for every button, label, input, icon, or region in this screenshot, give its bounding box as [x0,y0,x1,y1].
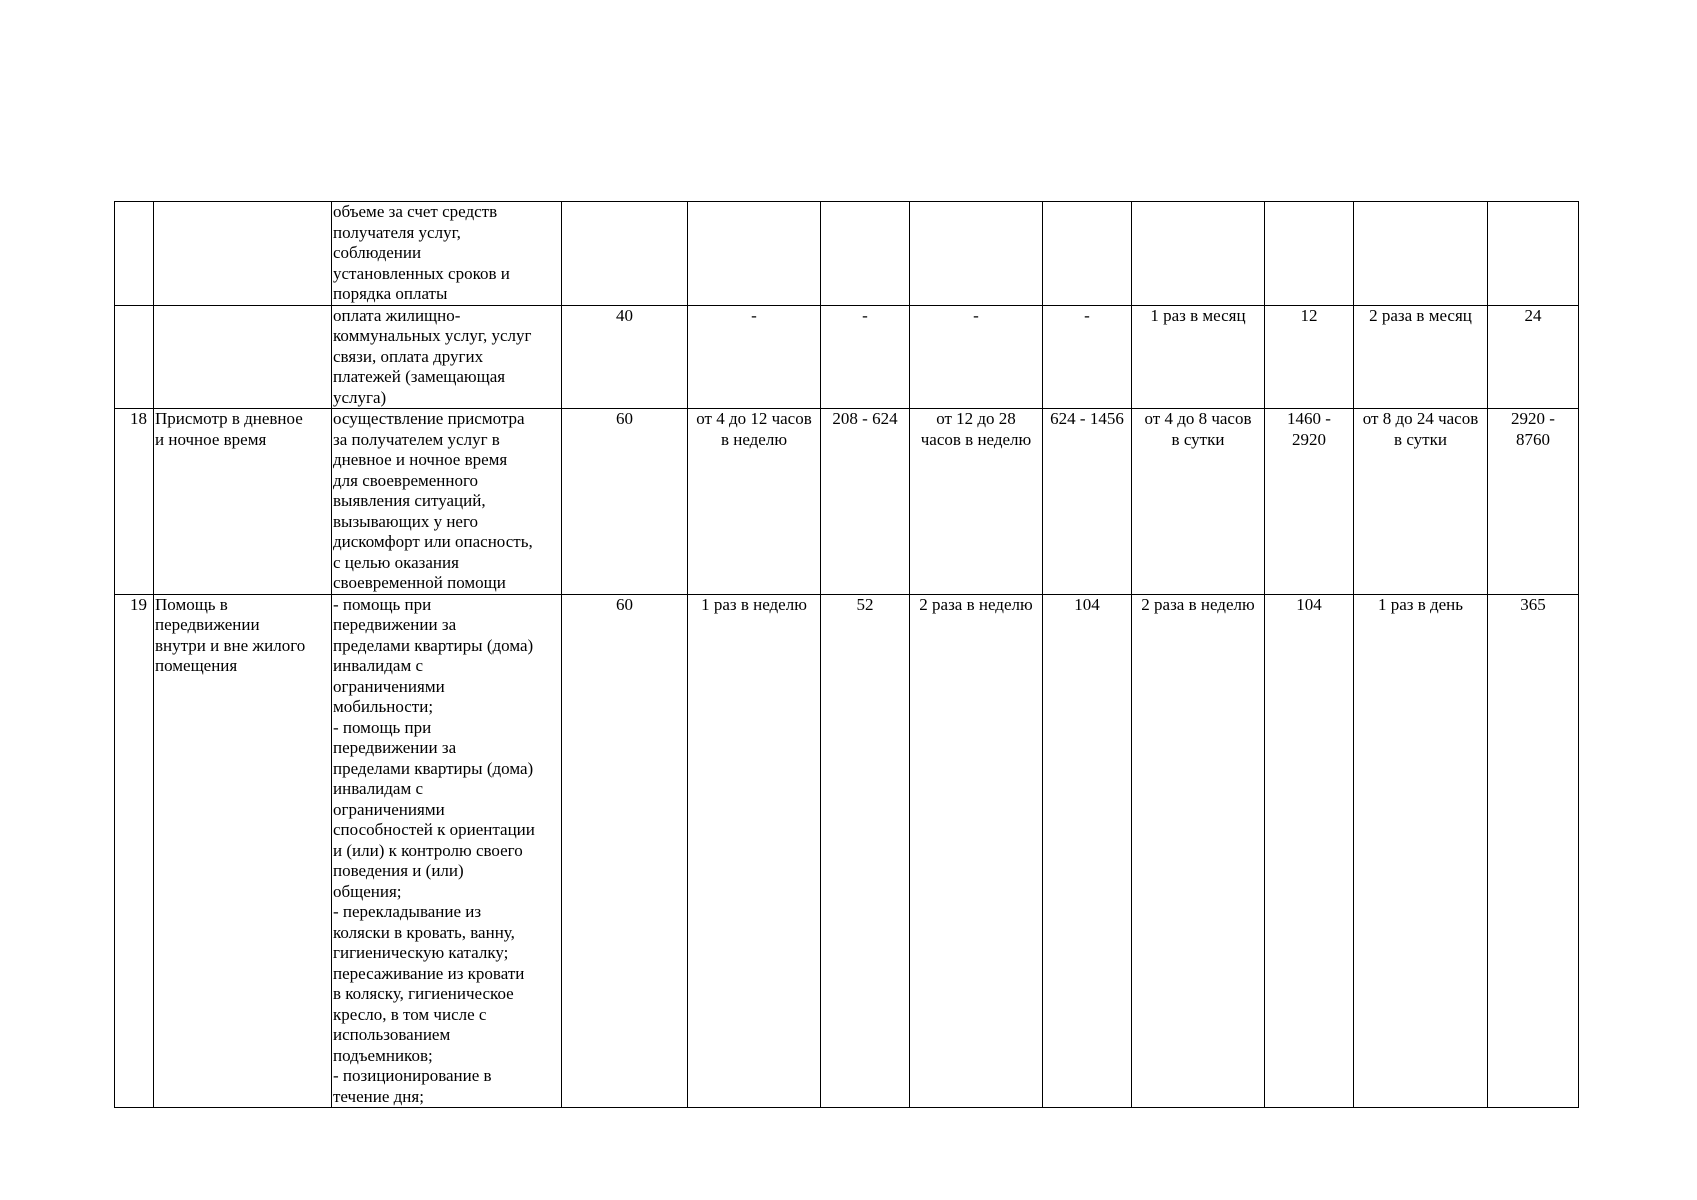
service-description: оплата жилищно- коммунальных услуг, услуг связи, оплата других платежей (замещающая услуга) [332,305,562,409]
cell-col-4: от 12 до 28 часов в неделю [910,409,1043,595]
cell-col-1: 40 [562,305,688,409]
cell-col-6: 1 раз в месяц [1132,305,1265,409]
cell-col-6: 2 раза в неделю [1132,594,1265,1108]
service-name: Помощь в передвижении внутри и вне жилого помещения [154,594,332,1108]
cell-col-5: 104 [1043,594,1132,1108]
row-number: 19 [115,594,154,1108]
cell-col-5: - [1043,305,1132,409]
cell-col-2: 1 раз в неделю [688,594,821,1108]
cell-col-3 [821,202,910,306]
cell-col-8: 1 раз в день [1354,594,1488,1108]
cell-col-2 [688,202,821,306]
row-number: 18 [115,409,154,595]
cell-col-3: 52 [821,594,910,1108]
cell-col-8: 2 раза в месяц [1354,305,1488,409]
cell-col-7 [1265,202,1354,306]
service-name: Присмотр в дневное и ночное время [154,409,332,595]
cell-col-7: 1460 - 2920 [1265,409,1354,595]
cell-col-7: 104 [1265,594,1354,1108]
table-row [115,202,1579,306]
cell-col-9 [1488,202,1579,306]
table-row [115,594,1579,1108]
cell-col-9: 24 [1488,305,1579,409]
service-name [154,202,332,306]
cell-col-9: 2920 - 8760 [1488,409,1579,595]
service-description: осуществление присмотра за получателем услуг в дневное и ночное время для своевременного выявления ситуаций, вызывающих у него дискомфорт или опасность, с целью оказания своевременной помощи [332,409,562,595]
cell-col-4: - [910,305,1043,409]
service-description: объеме за счет средств получателя услуг, соблюдении установленных сроков и порядка оплаты [332,202,562,306]
cell-col-4: 2 раза в неделю [910,594,1043,1108]
service-description: - помощь при передвижении за пределами квартиры (дома) инвалидам с ограничениями мобильности; - помощь при передвижении за пределами квартиры (дома) инвалидам с ограничениями способностей к ориентации и (или) к контролю своего поведения и (или) общения; - перекладывание из коляски в кровать, ванну, гигиеническую каталку; пересаживание из кровати в коляску, гигиеническое кресло, в том числе с использованием подъемников; - позиционирование в течение дня; [332,594,562,1108]
services-table [114,201,1579,1108]
cell-col-2: - [688,305,821,409]
cell-col-6 [1132,202,1265,306]
cell-col-2: от 4 до 12 часов в неделю [688,409,821,595]
table-row [115,409,1579,595]
cell-col-3: - [821,305,910,409]
cell-col-1: 60 [562,594,688,1108]
cell-col-5: 624 - 1456 [1043,409,1132,595]
cell-col-8: от 8 до 24 часов в сутки [1354,409,1488,595]
service-name [154,305,332,409]
cell-col-1: 60 [562,409,688,595]
table-row [115,305,1579,409]
cell-col-6: от 4 до 8 часов в сутки [1132,409,1265,595]
cell-col-9: 365 [1488,594,1579,1108]
cell-col-5 [1043,202,1132,306]
cell-col-8 [1354,202,1488,306]
cell-col-7: 12 [1265,305,1354,409]
row-number [115,305,154,409]
cell-col-1 [562,202,688,306]
row-number [115,202,154,306]
cell-col-3: 208 - 624 [821,409,910,595]
cell-col-4 [910,202,1043,306]
